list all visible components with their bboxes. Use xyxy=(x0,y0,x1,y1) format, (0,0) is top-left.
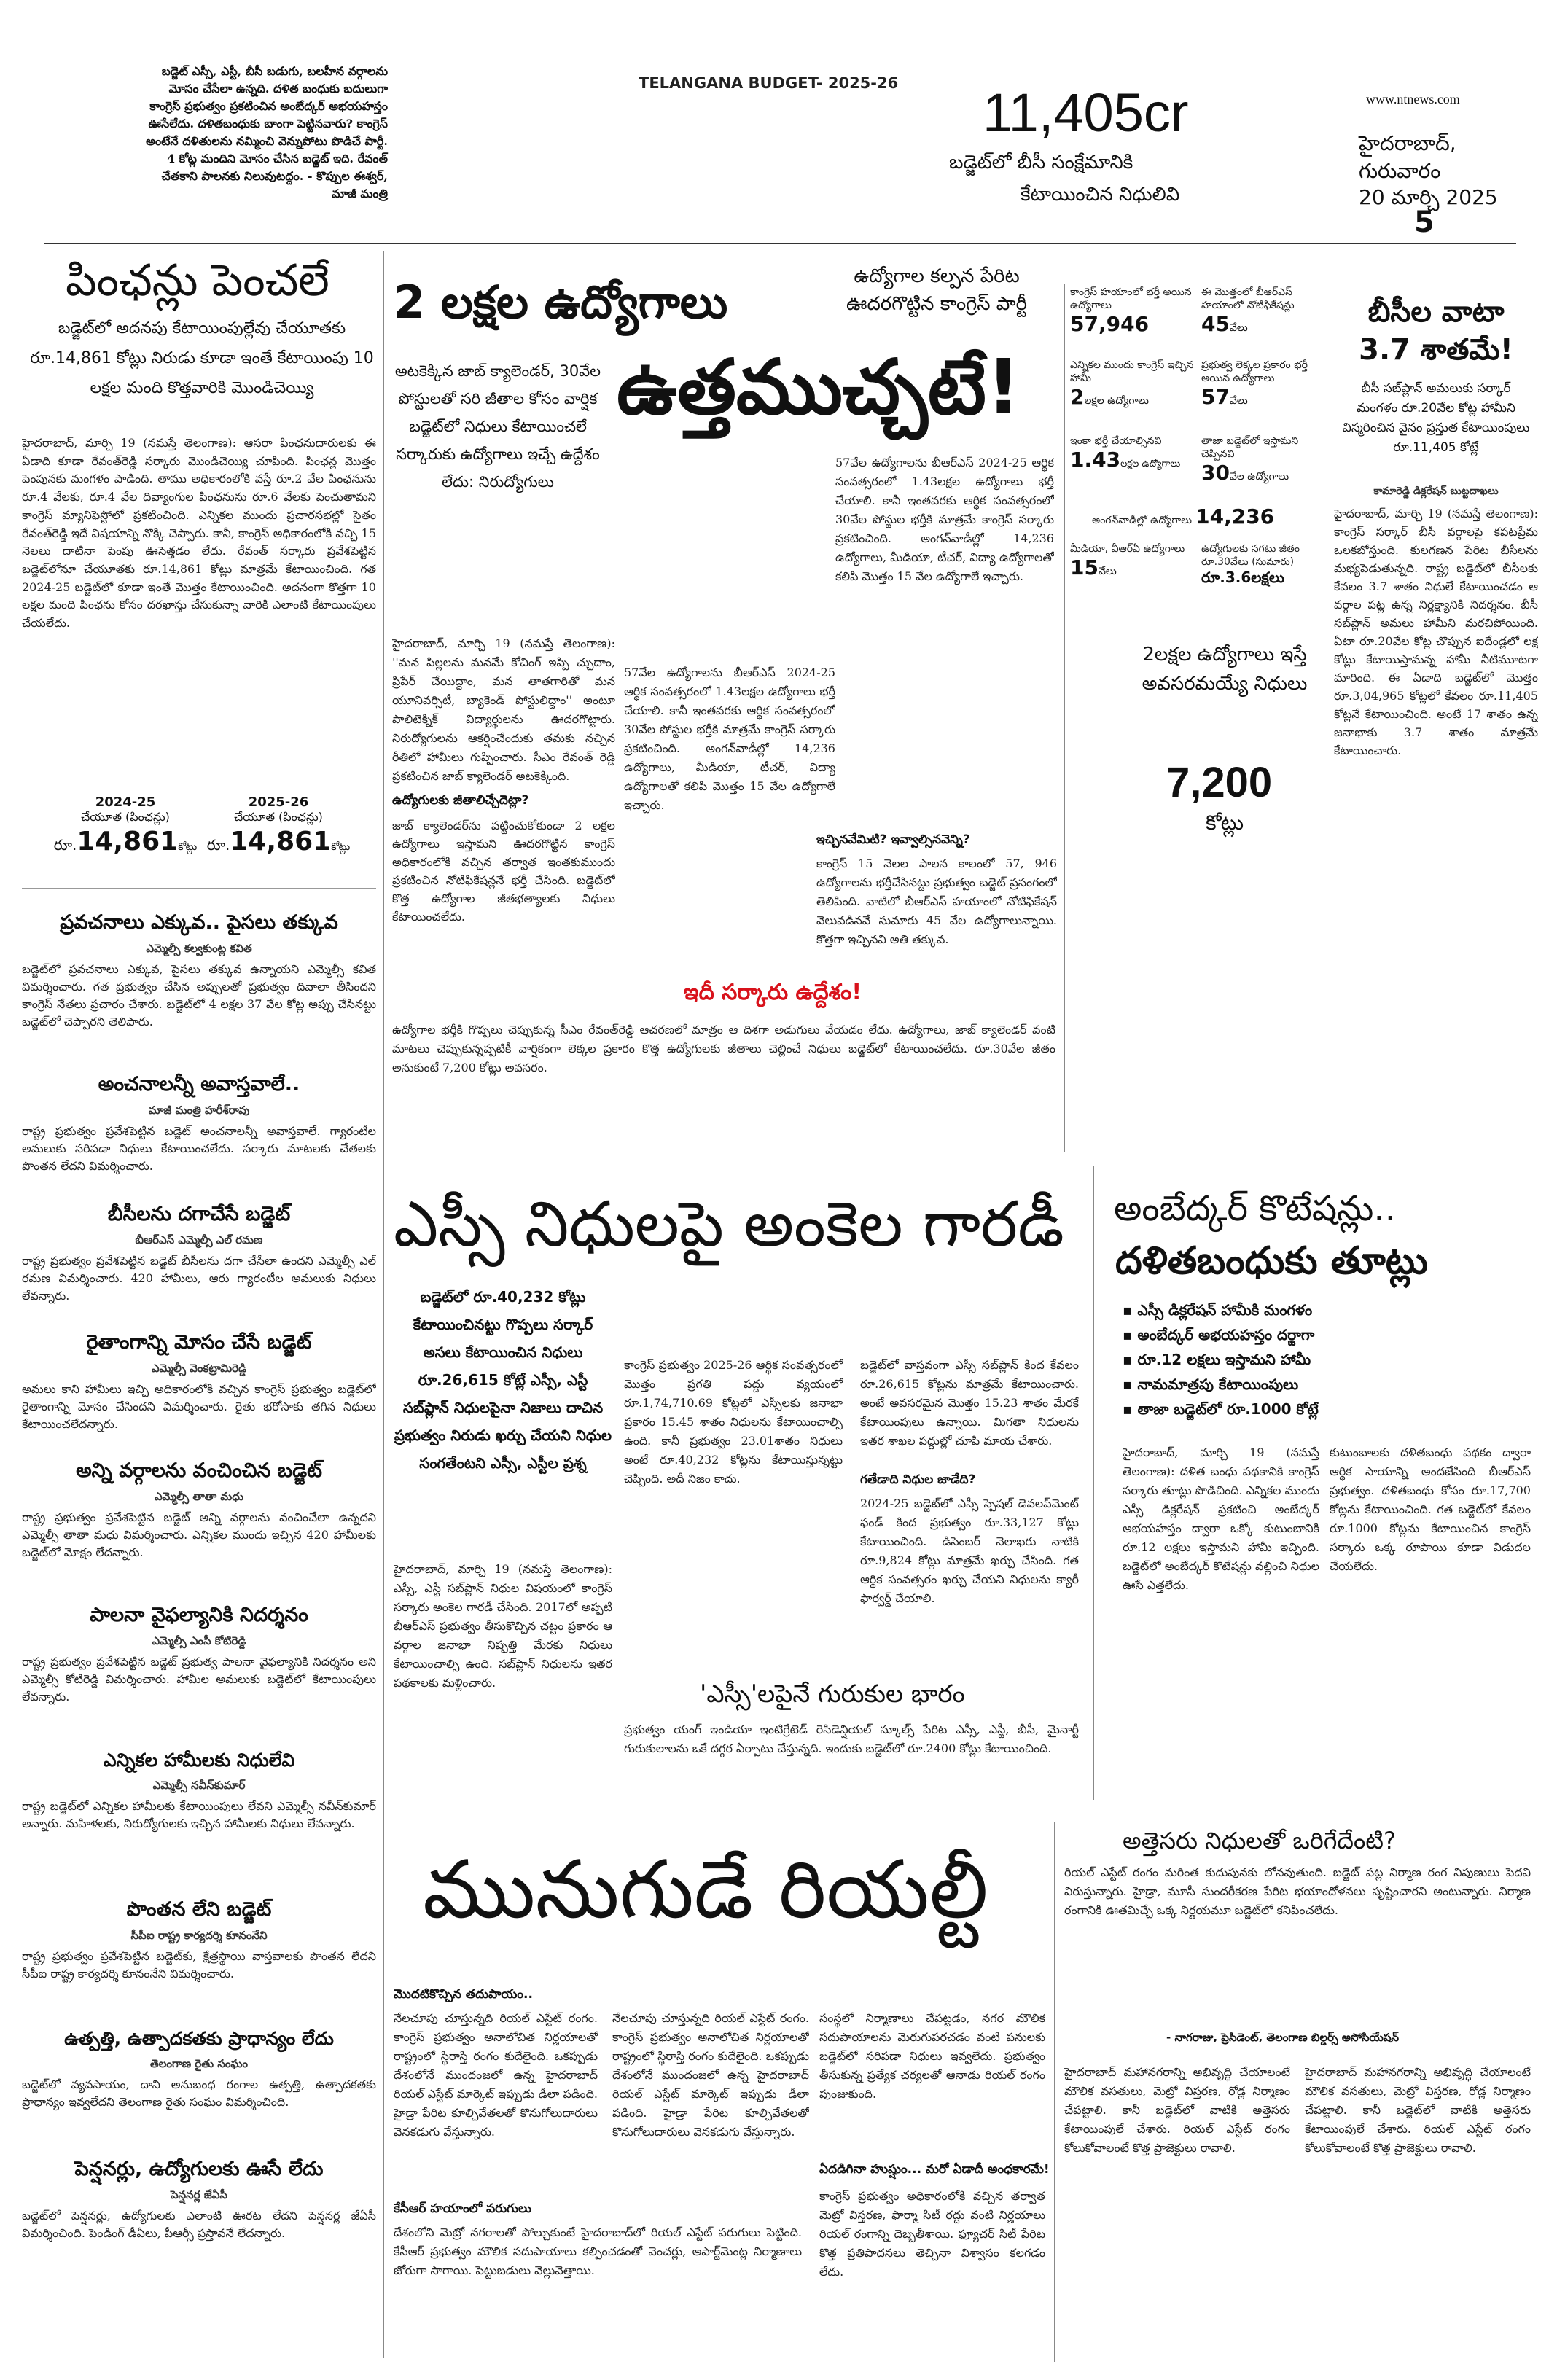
stat-label: అంగన్‌వాడీల్లో ఉద్యోగాలు xyxy=(1092,515,1193,526)
ambedkar-body-1: హైదరాబాద్‌, మార్చి 19 (నమస్తే తెలంగాణ): దళిత బంధు పథకానికి కాంగ్రెస్‌ సర్కారు తూట్లు పొడిచింది. ఎన్నికల ముందు ఎస్సీ డిక్లరేషన్‌ ప్రకటించి అంబేద్కర్‌ అభయహస్తం ద్వారా ఒక్కో కుటుంబానికి రూ.12 లక్షలు ఇస్తామని హామీ ఇచ్చింది. బడ్జెట్‌లో అంబేద్కర్‌ కొటేషన్లు వల్లించి నిధుల ఊసే ఎత్తలేదు. xyxy=(1123,1445,1319,1592)
reaction-body: బడ్జెట్‌లో వ్యవసాయం, దాని అనుబంధ రంగాల ఉత్పత్తి, ఉత్పాదకతకు ప్రాధాన్యం ఇవ్వలేదని తెలంగాణ రైతు సంఘం విమర్శించింది. xyxy=(22,2077,376,2109)
sc-body-3: బడ్జెట్‌లో వాస్తవంగా ఎస్సీ సబ్‌ప్లాన్‌ కింద కేవలం రూ.26,615 కోట్లను మాత్రమే కేటాయించారు. అంటే అవసరమైన మొత్తం 15.23 శాతం మేరకే కేటాయింపులు ఉన్నాయి. మిగతా నిధులను ఇతర శాఖల పద్దుల్లో చూపి మాయ చేశారు. xyxy=(860,1358,1079,1448)
reaction-item xyxy=(22,2158,376,2330)
pensions-deck: బడ్జెట్‌లో అదనపు కేటాయింపుల్లేవు చేయూతకు రూ.14,861 కోట్లు నిరుడు కూడా ఇంతే కేటాయింపు 10 లక్షల మంది కొత్తవారికి మొండిచెయ్యి xyxy=(30,319,374,397)
reaction-head: పొంతన లేని బడ్జెట్‌ xyxy=(126,1898,272,1921)
reaction-body: అమలు కాని హామీలు ఇచ్చి అధికారంలోకి వచ్చిన కాంగ్రెస్‌ ప్రభుత్వం బడ్జెట్‌లో రైతాంగాన్ని మోసం చేసిందని విమర్శించారు. రైతు భరోసాకు తగిన నిధులు కేటాయించలేదన్నారు. xyxy=(22,1382,376,1431)
stat-value: 45 xyxy=(1201,312,1230,336)
stat-unit: వేలు xyxy=(1098,566,1117,577)
bc-byline: కామారెడ్డి డిక్లరేషన్‌ బుట్టదాఖలు xyxy=(1373,485,1499,497)
reaction-byline: ఎమ్మెల్సీ నవీన్‌కుమార్‌ xyxy=(152,1779,246,1792)
jobs-right-divider xyxy=(1064,284,1065,1152)
realty-side-body-2: హైదరాబాద్‌ మహానగరాన్ని అభివృద్ధి చేయాలంటే మౌలిక వసతులు, మెట్రో విస్తరణ, రోడ్ల నిర్మాణం చేపట్టాలి. కానీ బడ్జెట్‌లో వాటికి అత్తెసరు కేటాయింపులే చేశారు. రియల్‌ ఎస్టేట్‌ రంగం కోలుకోవాలంటే కొత్త ప్రాజెక్టులు రావాలి. xyxy=(1064,2065,1290,2155)
reaction-byline: సీపీఐ రాష్ట్ర కార్యదర్శి కూనంనేని xyxy=(130,1929,268,1942)
jobs-headline-2: ఉత్తముచ్చటే! xyxy=(617,343,1021,432)
reaction-item xyxy=(22,1073,376,1193)
sc-deck: బడ్జెట్‌లో రూ.40,232 కోట్లు కేటాయించినట్టు గొప్పలు సర్కార్‌ అసలు కేటాయించిన నిధులు రూ.26,615 కోట్లే ఎస్సీ, ఎస్టీ సబ్‌ప్లాన్‌ నిధులపైనా నిజాలు దాచిన ప్రభుత్వం నిరుడు ఖర్చు చేయని నిధుల సంగతేంటని ఎస్సీ, ఎస్టీల ప్రశ్న xyxy=(394,1288,612,1472)
year-label: 2024-25 xyxy=(95,795,156,810)
reaction-head: పాలనా వైఫల్యానికి నిదర్శనం xyxy=(90,1604,308,1626)
stat-label: మీడియా, వీఆర్‌ఏ ఉద్యోగాలు xyxy=(1070,543,1185,555)
reaction-head: పెన్షనర్లు, ఉద్యోగులకు ఊసే లేదు xyxy=(74,2158,324,2180)
jobs-stat xyxy=(1201,359,1325,409)
jobs-kicker: ఉద్యోగాల కల్పన పేరిట ఊదరగొట్టిన కాంగ్రెస్‌ పార్టీ xyxy=(846,265,1028,315)
bullet-item: ▪ ఎస్సీ డిక్లరేషన్‌ హామీకి మంగళం xyxy=(1123,1301,1313,1319)
stat-value: 57 xyxy=(1201,385,1230,409)
jobs-body-2: జాబ్‌ క్యాలెండర్‌ను పట్టించుకోకుండా 2 లక్షల ఉద్యోగాలు ఇస్తామని ఊదరగొట్టిన కాంగ్రెస్‌ అధికారంలోకి వచ్చిన తర్వాత ఇంతకుముందు ప్రకటించిన నోటిఫికేషన్లనే భర్తీ చేసింది. బడ్జెట్‌లో కొత్త ఉద్యోగాల జీతభత్యాలకు నిధులు కేటాయించలేదు. xyxy=(392,819,615,924)
ambedkar-headline-1: అంబేద్కర్‌ కొటేషన్లు.. xyxy=(1114,1188,1396,1229)
bc-deck: బీసీ సబ్‌ప్లాన్‌ అమలుకు సర్కార్‌ మంగళం రూ.20వేల కోట్ల హామీని విస్మరించిన వైనం ప్రస్తుత కేటాయింపులు రూ.11,405 కోట్లే xyxy=(1342,381,1530,455)
reaction-byline: బీఆర్‌ఎస్‌ ఎమ్మెల్సీ ఎల్‌ రమణ xyxy=(135,1233,263,1246)
pensions-rule xyxy=(22,888,376,889)
jobs-stat xyxy=(1092,504,1311,528)
stat-label: ఉద్యోగులకు సగటు జీతం రూ.30వేలు (సుమారు) xyxy=(1201,543,1300,568)
stat-value: 2 xyxy=(1070,385,1085,409)
stat-unit: వేలు xyxy=(1229,322,1248,334)
stat-value: 15 xyxy=(1070,555,1099,580)
ambedkar-body-2: కుటుంబాలకు దళితబంధు పథకం ద్వారా ఆర్థిక సాయాన్ని అందజేసింది బీఆర్‌ఎస్‌ ప్రభుత్వం. దళితబంధు కోసం రూ.17,700 కోట్లను కేటాయించింది. గత బడ్జెట్‌లో కేవలం రూ.1000 కోట్లను కేటాయించిన కాంగ్రెస్‌ సర్కారు ఒక్క రూపాయి కూడా విడుదల చేయలేదు. xyxy=(1330,1445,1531,1573)
city-day: హైదరాబాద్‌, గురువారం xyxy=(1359,131,1456,183)
stat-label: ఎన్నికల ముందు కాంగ్రెస్‌ ఇచ్చిన హామీ xyxy=(1070,359,1194,384)
gurukul-headline: 'ఎస్సీ'లపైనే గురుకుల భారం xyxy=(700,1679,965,1709)
bullet-item: ▪ అంబేద్కర్‌ అభయహస్తం దర్జాగా xyxy=(1123,1326,1315,1343)
jobs-stat xyxy=(1201,542,1325,590)
pensions-year-1 xyxy=(52,795,198,857)
reaction-byline: ఎమ్మెల్సీ కల్వకుంట్ల కవిత xyxy=(146,942,252,955)
sc-subhead: గతేడాది నిధుల జాడేది? xyxy=(860,1472,976,1487)
jobs-need-label: 2లక్షల ఉద్యోగాలు ఇస్తే అవసరమయ్యే నిధులు xyxy=(1142,644,1308,695)
jobs-stats-box xyxy=(1070,286,1325,621)
jobs-stat xyxy=(1070,286,1194,336)
jobs-need-unit: కోట్లు xyxy=(1206,811,1244,835)
date: 20 మార్చి 2025 xyxy=(1359,185,1498,209)
jobs-body-1: హైదరాబాద్‌, మార్చి 19 (నమస్తే తెలంగాణ): ''మన పిల్లలను మనమే కోచింగ్‌ ఇప్పి చ్చుదాం, ప్రిపేర్‌ చేయిద్దాం, మన తాతగారితో మన యూనివర్సిటీ, బ్యాకెండ్‌ పోస్టులిద్దాం'' అంటూ పాలిటెక్నిక్‌ విద్యార్థులను ఊదరగొట్టారు. నిరుద్యోగులను ఆకర్షించేందుకు తమకు నచ్చిన రీతిలో హామీలు గుప్పించారు. సీఎం రేవంత్‌ రెడ్డి ప్రకటించిన జాబ్‌ క్యాలెండర్‌ అటకెక్కింది. xyxy=(392,636,615,783)
jobs-stat xyxy=(1070,542,1194,580)
pensions-body: హైదరాబాద్‌, మార్చి 19 (నమస్తే తెలంగాణ): ఆసరా పింఛనుదారులకు ఈ ఏడాది కూడా రేవంత్‌రెడ్డి సర్కారు మొండిచెయ్యి చూపింది. పింఛన్ల మొత్తం పెంపునకు మంగళం పాడింది. తాము అధికారంలోకి వస్తే రూ.2 వేల పింఛనును రూ.4 వేలకు, రూ.4 వేల దివ్యాంగుల పింఛనును రూ.6 వేలకు పెంచుతామని కాంగ్రెస్‌ మ్యానిఫెస్టోలో ప్రకటించింది. ఎన్నికల ముందు ప్రచారసభల్లో సైతం రేవంత్‌రెడ్డి ఇదే విషయాన్ని నొక్కి చెప్పారు. కానీ, కాంగ్రెస్‌ అధికారంలోకి వచ్చి 15 నెలలు దాటినా పెంపు ఊసెత్తడం లేదు. రేవంత్‌ సర్కారు ప్రవేశపెట్టిన బడ్జెట్‌లోనూ చేయూతకు రూ.14,861 కోట్లు మాత్రమే కేటాయించింది. గత 2024-25 బడ్జెట్‌లో కూడా ఇంతే మొత్తం కేటాయించింది. అదనంగా కొత్తగా 10 లక్షల మంది పింఛను కోసం దరఖాస్తు చేసుకున్నా వారికి ఎలాంటి కేటాయింపులు చేయలేదు. xyxy=(22,436,376,631)
sc-headline: ఎస్సీ నిధులపై అంకెల గారడీ xyxy=(394,1188,1064,1261)
reaction-body: రాష్ట్ర ప్రభుత్వం ప్రవేశపెట్టిన బడ్జెట్‌ అన్ని వర్గాలను వంచించేలా ఉన్నదని ఎమ్మెల్సీ తాతా మధు విమర్శించారు. ఎన్నికల ముందు ఇచ్చిన 420 హామీలకు బడ్జెట్‌లో మోక్షం లేదన్నారు. xyxy=(22,1510,376,1559)
reaction-byline: ఎమ్మెల్సీ ఎంసీ కోటిరెడ్డి xyxy=(152,1634,246,1647)
jobs-subhead-1: ఉద్యోగులకు జీతాలిచ్చేదెట్లా? xyxy=(392,793,529,808)
sc-right-divider xyxy=(1093,1166,1094,1800)
reaction-head: ఉత్పత్తి, ఉత్పాదకతకు ప్రాధాన్యం లేదు xyxy=(64,2028,334,2049)
realty-side-headline: అత్తెసరు నిధులతో ఒరిగేదేంటి? xyxy=(1123,1827,1396,1854)
jobs-stat xyxy=(1070,434,1194,472)
bc-budget-caption-2: కేటాయించిన నిధులివి xyxy=(1021,184,1180,206)
stat-label: ఇంకా భర్తీ చేయాల్సినవి xyxy=(1070,435,1162,447)
ambedkar-headline-2: దళితబంధుకు తూట్లు xyxy=(1115,1239,1428,1283)
realty-side-divider xyxy=(1054,1822,1055,2362)
reaction-item xyxy=(22,911,376,1047)
bc-budget-amount: 11,405cr xyxy=(983,82,1189,143)
stat-value: రూ.3.6లక్షలు xyxy=(1201,569,1284,586)
year-sublabel: చేయూత (పింఛన్లు) xyxy=(81,810,170,824)
jobs-stat xyxy=(1201,434,1325,485)
sc-body-4: 2024-25 బడ్జెట్‌లో ఎస్సీ స్పెషల్‌ డెవలప్‌మెంట్‌ ఫండ్‌ కింద ప్రభుత్వం రూ.33,127 కోట్లు కేటాయించింది. డిసెంబర్‌ నెలాఖరు నాటికి రూ.9,824 కోట్లు మాత్రమే ఖర్చు చేసింది. గత ఆర్థిక సంవత్సరం ఖర్చు చేయని నిధులను క్యారీ ఫార్వర్డ్‌ చేయాలి. xyxy=(860,1497,1079,1605)
stat-label: ప్రభుత్వ లెక్కల ప్రకారం భర్తీ అయిన ఉద్యోగాలు xyxy=(1201,359,1308,384)
reaction-byline: తెలంగాణ రైతు సంఘం xyxy=(150,2057,248,2070)
stat-label: ఈ మొత్తంలో బీఆర్‌ఎస్‌ హయాంలో నోటిఫికేషన్లు xyxy=(1201,286,1295,311)
gurukul-body: ప్రభుత్వం యంగ్‌ ఇండియా ఇంటిగ్రేటెడ్‌ రెసిడెన్షియల్‌ స్కూల్స్‌ పేరిట ఎస్సీ, ఎస్టీ, బీసీ, మైనార్టీ గురుకులాలను ఒకే దగ్గర ఏర్పాటు చేస్తున్నది. ఇందుకు బడ్జెట్‌లో రూ.2400 కోట్లు కేటాయించింది. xyxy=(624,1722,1079,1755)
jobs-red-head: ఇదీ సర్కారు ఉద్దేశం! xyxy=(683,980,862,1005)
bullet-item: ▪ నామమాత్రపు కేటాయింపులు xyxy=(1123,1376,1299,1393)
jobs-body-3: 57వేల ఉద్యోగాలను బీఆర్‌ఎస్‌ 2024-25 ఆర్థిక సంవత్సరంలో 1.43లక్షల ఉద్యోగాలు భర్తీ చేయాలి. కానీ ఇంతవరకు ఆర్థిక సంవత్సరంలో 30వేల పోస్టుల భర్తీకి మాత్రమే కాంగ్రెస్‌ సర్కారు ప్రకటించింది. అంగన్‌వాడీల్లో 14,236 ఉద్యోగాలు, మీడియా, టీచర్‌, విద్యా ఉద్యోగాలతో కలిపి మొత్తం 15 వేల ఉద్యోగాలే ఇచ్చారు. xyxy=(624,666,835,812)
sc-body-2: కాంగ్రెస్‌ ప్రభుత్వం 2025-26 ఆర్థిక సంవత్సరంలో మొత్తం ప్రగతి పద్దు వ్యయంలో రూ.1,74,710.69 కోట్లలో ఎస్సీలకు జనాభా ప్రకారం 15.45 శాతం నిధులను కేటాయించాల్సి ఉంది. కానీ ప్రభుత్వం 23.01శాతం నిధులు అంటే రూ.40,232 కోట్లను కేటాయిస్తున్నట్టు చెప్పింది. అదీ నిజం కాదు. xyxy=(624,1358,843,1486)
reaction-head: రైతాంగాన్ని మోసం చేసే బడ్జెట్‌ xyxy=(86,1331,312,1354)
year-value: 14,861 xyxy=(230,827,332,857)
rupee-prefix: రూ. xyxy=(53,836,77,854)
page-number: 5 xyxy=(1414,206,1435,239)
jobs-body-5: ఉద్యోగాల భర్తీకి గొప్పలు చెప్పుకున్న సీఎం రేవంత్‌రెడ్డి ఆచరణలో మాత్రం ఆ దిశగా అడుగులు వేయడం లేదు. ఉద్యోగాలు, జాబ్‌ క్యాలెండర్‌ వంటి మాటలు చెప్పుకున్నప్పటికీ వార్షికంగా లెక్కల ప్రకారం కొత్త ఉద్యోగులకు జీతాలు చెల్లించే నిధులు బడ్జెట్‌లో కేటాయించలేదు. రూ.30వేల జీతం అనుకుంటే 7,200 కోట్లు అవసరం. xyxy=(392,1023,1055,1074)
jobs-body-4: కాంగ్రెస్‌ 15 నెలల పాలన కాలంలో 57, 946 ఉద్యోగాలను భర్తీచేసినట్టు ప్రభుత్వం బడ్జెట్‌ ప్రసంగంలో తెలిపింది. వాటిలో బీఆర్‌ఎస్‌ హయాంలో నోటిఫికేషన్‌ వెలువడినవే సుమారు 45 వేల ఉద్యోగాలున్నాయి. కొత్తగా ఇచ్చినవి అతి తక్కువ. xyxy=(816,857,1057,946)
stat-label: కాంగ్రెస్‌ హయాంలో భర్తీ అయిన ఉద్యోగాలు xyxy=(1070,286,1192,311)
realty-kicker: మొదటికొచ్చిన తదుపాయం.. xyxy=(394,1987,533,2002)
stat-unit: వేల ఉద్యోగాలు xyxy=(1229,471,1289,483)
reaction-body: బడ్జెట్‌లో పెన్షనర్లు, ఉద్యోగులకు ఎలాంటి ఊరట లేదని పెన్షనర్ల జేఏసీ విమర్శించింది. పెండింగ్‌ డీఏలు, పీఆర్సీ ప్రస్తావనే లేదన్నారు. xyxy=(22,2209,376,2240)
bullet-item: ▪ తాజా బడ్జెట్‌లో రూ.1000 కోట్లే xyxy=(1123,1400,1319,1418)
jobs-stat xyxy=(1201,286,1325,336)
rupee-prefix: రూ. xyxy=(206,836,230,854)
reaction-item xyxy=(22,1331,376,1451)
reaction-item xyxy=(22,1749,376,1885)
realty-body-2: దేశంలోని మెట్రో నగరాలతో పోల్చుకుంటే హైదరాబాద్‌లో రియల్‌ ఎస్టేట్‌ పరుగులు పెట్టింది. కేసీఆర్‌ ప్రభుత్వం మౌలిక సదుపాయాలు కల్పించడంతో వెంచర్లు, అపార్ట్‌మెంట్ల నిర్మాణాలు జోరుగా సాగాయి. పెట్టుబడులు వెల్లువెత్తాయి. xyxy=(394,2225,802,2277)
year-label: 2025-26 xyxy=(248,795,309,810)
realty-side-byline: - నాగరాజు, ప్రెసిడెంట్‌, తెలంగాణ బిల్డర్స్‌ అసోసియేషన్‌ xyxy=(1166,2031,1400,2044)
reaction-item xyxy=(22,1459,376,1596)
realty-body-1: నేలచూపు చూస్తున్నది రియల్‌ ఎస్టేట్‌ రంగం. కాంగ్రెస్‌ ప్రభుత్వం అనాలోచిత నిర్ణయాలతో రాష్ట్రంలో స్థిరాస్తి రంగం కుదేలైంది. ఒకప్పుడు దేశంలోనే ముందంజలో ఉన్న హైదరాబాద్‌ రియల్‌ ఎస్టేట్‌ మార్కెట్‌ ఇప్పుడు డీలా పడింది. హైడ్రా పేరిట కూల్చివేతలతో కొనుగోలుదారులు వెనకడుగు వేస్తున్నారు. xyxy=(394,2011,598,2139)
reaction-body: రాష్ట్ర ప్రభుత్వం ప్రవేశపెట్టిన బడ్జెట్‌ అంచనాలన్నీ అవాస్తవాలే. గ్యారంటీల అమలుకు సరిపడా నిధులు కేటాయించలేదు. సర్కారు మాటలకు చేతలకు పొంతన లేదని విమర్శించారు. xyxy=(22,1124,376,1173)
reaction-body: రాష్ట్ర ప్రభుత్వం ప్రవేశపెట్టిన బడ్జెట్‌కు, క్షేత్రస్థాయి వాస్తవాలకు పొంతన లేదని సీపీఐ రాష్ట్ర కార్యదర్శి కూనంనేని విమర్శించారు. xyxy=(22,1949,376,1981)
reaction-head: బీసీలను దగాచేసే బడ్జెట్‌ xyxy=(107,1203,291,1225)
realty-headline: మునుగుడే రియల్టీ xyxy=(423,1843,988,1936)
year-value: 14,861 xyxy=(77,827,179,857)
bc-headline: బీసీల వాటా 3.7 శాతమే! xyxy=(1359,295,1513,367)
jobs-stat xyxy=(1070,359,1194,409)
realty-side-body: రియల్‌ ఎస్టేట్‌ రంగం మరింత కుదుపునకు లోనవుతుంది. బడ్జెట్‌ పట్ల నిర్మాణ రంగ నిపుణులు పెదవి విరుస్తున్నారు. హైడ్రా, మూసీ సుందరీకరణ పేరిట భయాందోళనలు సృష్టించారని అంటున్నారు. నిర్మాణ రంగానికి ఊతమిచ్చే ఒక్క నిర్ణయమూ బడ్జెట్‌లో కనిపించలేదు. xyxy=(1064,1865,1531,1917)
reaction-head: అన్ని వర్గాలను వంచించిన బడ్జెట్‌ xyxy=(76,1459,322,1482)
jobs-subhead-2: ఇచ్చినవేమిటి? ఇవ్వాల్సినవెన్ని? xyxy=(816,832,970,847)
pensions-headline: పింఛన్లు పెంచలే xyxy=(66,255,329,306)
pensions-year-2 xyxy=(198,795,359,857)
bc-body: హైదరాబాద్‌, మార్చి 19 (నమస్తే తెలంగాణ): కాంగ్రెస్‌ సర్కార్‌ బీసీ వర్గాలపై కపటప్రేమ ఒలకబోస్తుంది. కులగణన పేరిట బీసీలను మభ్యపెడుతున్నది. రాష్ట్ర బడ్జెట్‌లో బీసీలకు కేవలం 3.7 శాతం నిధులే కేటాయించడం ఆ వర్గాల పట్ల ఉన్న నిర్లక్ష్యానికి నిదర్శనం. బీసీ సబ్‌ప్లాన్‌ అమలు హామీని మరచిపోయింది. ఏటా రూ.20వేల కోట్ల చొప్పున ఐదేండ్లలో లక్ష కోట్లు కేటాయిస్తామన్న హామీ నీటిమూటగా మారింది. ఈ ఏడాది బడ్జెట్‌లో మొత్తం రూ.3,04,965 కోట్లలో కేవలం రూ.11,405 కోట్లనే కేటాయించింది. అంటే 17 శాతం ఉన్న జనాభాకు 3.7 శాతం మాత్రమే కేటాయించారు. xyxy=(1334,507,1538,757)
stat-value: 1.43 xyxy=(1070,448,1121,472)
reaction-body: రాష్ట్ర ప్రభుత్వం ప్రవేశపెట్టిన బడ్జెట్‌ ప్రభుత్వ పాలనా వైఫల్యానికి నిదర్శనం అని ఎమ్మెల్సీ కోటిరెడ్డి విమర్శించారు. హామీల అమలుకు బడ్జెట్‌లో కేటాయింపులు లేవన్నారు. xyxy=(22,1655,376,1704)
reaction-byline: పెన్షనర్ల జేఏసీ xyxy=(170,2188,227,2201)
year-unit: కోట్లు xyxy=(178,841,198,853)
reaction-item xyxy=(22,1203,376,1322)
ambedkar-bullets xyxy=(1123,1298,1531,1421)
header-quote: బడ్జెట్‌ ఎస్సీ, ఎస్టీ, బీసీ బడుగు, బలహీన వర్గాలను మోసం చేసేలా ఉన్నది. దళిత బంధుకు బదులుగా కాంగ్రెస్‌ ప్రభుత్వం ప్రకటించిన అంబేద్కర్‌ అభయహస్తం ఊసేలేదు. దళితబంధుకు బాంగా పెట్టినవారు? కాంగ్రెస్‌ అంటేనే దళితులను నమ్మించి వెన్నుపోటు పొడిచే పార్టీ. 4 కోట్ల మందిని మోసం చేసిన బడ్జెట్‌ ఇది. రేవంత్‌ చేతకాని పాలనకు నిలువుటద్దం. - కొప్పుల ఈశ్వర్‌, మాజీ మంత్రి xyxy=(146,64,388,200)
realty-subhead-2: ఏదడిగినా హుష్షుం... మరో ఏడాదీ అంధకారమే! xyxy=(819,2162,1050,2177)
stat-value: 14,236 xyxy=(1195,504,1275,528)
realty-side-body-2b: హైదరాబాద్‌ మహానగరాన్ని అభివృద్ధి చేయాలంటే మౌలిక వసతులు, మెట్రో విస్తరణ, రోడ్ల నిర్మాణం చేపట్టాలి. కానీ బడ్జెట్‌లో వాటికి అత్తెసరు కేటాయింపులే చేశారు. రియల్‌ ఎస్టేట్‌ రంగం కోలుకోవాలంటే కొత్త ప్రాజెక్టులు రావాలి. xyxy=(1305,2065,1531,2155)
reaction-head: ప్రవచనాలు ఎక్కువ.. పైసలు తక్కువ xyxy=(60,911,338,934)
jobs-deck: అటకెక్కిన జాబ్‌ క్యాలెండర్‌, 30వేల పోస్టులతో సరి జీతాల కోసం వార్షిక బడ్జెట్‌లో నిధులు కేటాయించలే సర్కారుకు ఉద్యోగాలు ఇచ్చే ఉద్దేశం లేదు: నిరుద్యోగులు xyxy=(394,362,601,491)
realty-body-4: కాంగ్రెస్‌ ప్రభుత్వం అధికారంలోకి వచ్చిన తర్వాత మెట్రో విస్తరణ, ఫార్మా సిటీ రద్దు వంటి నిర్ణయాలు రియల్‌ రంగాన్ని దెబ్బతీశాయి. ఫ్యూచర్‌ సిటీ పేరిట కొత్త ప్రతిపాదనలు తెచ్చినా విశ్వాసం కలగడం లేదు. xyxy=(819,2189,1045,2279)
jobs-headline-1: 2 లక్షల ఉద్యోగాలు xyxy=(394,276,728,329)
bc-budget-caption-1: బడ్జెట్‌లో బీసీ సంక్షేమానికి xyxy=(949,152,1133,173)
year-unit: కోట్లు xyxy=(331,841,351,853)
jobs-need-value: 7,200 xyxy=(1166,759,1273,806)
reaction-byline: ఎమ్మెల్సీ వెంకట్రామిరెడ్డి xyxy=(151,1362,247,1375)
left-column-divider xyxy=(383,251,384,2358)
reaction-body: బడ్జెట్‌లో ప్రవచనాలు ఎక్కువ, పైసలు తక్కువ ఉన్నాయని ఎమ్మెల్సీ కవిత విమర్శించారు. గత ప్రభుత్వం చేసిన అప్పులతో ప్రభుత్వం దివాలా తీసిందని కాంగ్రెస్‌ నేతలు ప్రచారం చేశారు. బడ్జెట్‌లో 4 లక్షల 37 వేల కోట్ల అప్పు చేసినట్టు బడ్జెట్‌లో చెప్పారని తెలిపారు. xyxy=(22,962,376,1029)
reaction-item xyxy=(22,2028,376,2146)
year-sublabel: చేయూత (పింఛన్లు) xyxy=(234,810,323,824)
reaction-byline: మాజీ మంత్రి హరీశ్‌రావు xyxy=(148,1104,250,1117)
reaction-head: ఎన్నికల హామీలకు నిధులేవి xyxy=(103,1749,295,1771)
stat-unit: లక్షల ఉద్యోగాలు xyxy=(1084,395,1149,407)
jobs-body-3b: 57వేల ఉద్యోగాలను బీఆర్‌ఎస్‌ 2024-25 ఆర్థిక సంవత్సరంలో 1.43లక్షల ఉద్యోగాలు భర్తీ చేయాలి. కానీ ఇంతవరకు ఆర్థిక సంవత్సరంలో 30వేల పోస్టుల భర్తీకి మాత్రమే కాంగ్రెస్‌ సర్కారు ప్రకటించింది. అంగన్‌వాడీల్లో 14,236 ఉద్యోగాలు, మీడియా, టీచర్‌, విద్యా ఉద్యోగాలతో కలిపి మొత్తం 15 వేల ఉద్యోగాలే ఇచ్చారు. xyxy=(835,456,1054,583)
masthead-rule xyxy=(44,243,1516,244)
stat-value: 57,946 xyxy=(1070,312,1150,336)
reaction-byline: ఎమ్మెల్సీ తాతా మధు xyxy=(154,1490,244,1503)
bullet-item: ▪ రూ.12 లక్షలు ఇస్తామని హామీ xyxy=(1123,1351,1311,1368)
sc-body-1: హైదరాబాద్‌, మార్చి 19 (నమస్తే తెలంగాణ): ఎస్సీ, ఎస్టీ సబ్‌ప్లాన్‌ నిధుల విషయంలో కాంగ్రెస్‌ సర్కారు అంకెల గారడీ చేసింది. 2017లో అప్పటి బీఆర్‌ఎస్‌ ప్రభుత్వం తీసుకొచ్చిన చట్టం ప్రకారం ఆ వర్గాల జనాభా నిష్పత్తి మేరకు నిధులు కేటాయించాల్సి ఉంది. సబ్‌ప్లాన్‌ నిధులను ఇతర పథకాలకు మళ్లించారు. xyxy=(394,1562,612,1690)
reaction-body: రాష్ట్ర ప్రభుత్వం ప్రవేశపెట్టిన బడ్జెట్‌ బీసీలను దగా చేసేలా ఉందని ఎమ్మెల్సీ ఎల్‌ రమణ విమర్శించారు. 420 హామీలు, ఆరు గ్యారంటీల అమలుకు నిధులు లేవన్నారు. xyxy=(22,1254,376,1303)
reaction-item xyxy=(22,1604,376,1741)
stat-value: 30 xyxy=(1201,461,1230,485)
realty-body-3: సంస్థలో నిర్మాణాలు చేపట్టడం, నగర మౌలిక సదుపాయాలను మెరుగుపరచడం వంటి పనులకు బడ్జెట్‌లో సరిపడా నిధులు ఇవ్వలేదు. ప్రభుత్వం తీసుకున్న ప్రత్యేక చర్యలతో ఆనాడు రియల్‌ రంగం పుంజుకుంది. xyxy=(819,2011,1045,2101)
section-title: TELANGANA BUDGET- 2025-26 xyxy=(639,74,899,92)
realty-subhead: కేసీఆర్‌ హయాంలో పరుగులు xyxy=(394,2201,531,2216)
reaction-body: రాష్ట్ర బడ్జెట్‌లో ఎన్నికల హామీలకు కేటాయింపులు లేవని ఎమ్మెల్సీ నవీన్‌కుమార్‌ అన్నారు. మహిళలకు, నిరుద్యోగులకు ఇచ్చిన హామీలకు నిధులు లేవన్నారు. xyxy=(22,1799,376,1830)
stat-label: తాజా బడ్జెట్‌లో ఇస్తామని చెప్పినవి xyxy=(1201,435,1299,460)
website[interactable]: www.ntnews.com xyxy=(1366,92,1460,106)
realty-body-1b: నేలచూపు చూస్తున్నది రియల్‌ ఎస్టేట్‌ రంగం. కాంగ్రెస్‌ ప్రభుత్వం అనాలోచిత నిర్ణయాలతో రాష్ట్రంలో స్థిరాస్తి రంగం కుదేలైంది. ఒకప్పుడు దేశంలోనే ముందంజలో ఉన్న హైదరాబాద్‌ రియల్‌ ఎస్టేట్‌ మార్కెట్‌ ఇప్పుడు డీలా పడింది. హైడ్రా పేరిట కూల్చివేతలతో కొనుగోలుదారులు వెనకడుగు వేస్తున్నారు. xyxy=(612,2011,809,2139)
stat-unit: వేలు xyxy=(1229,395,1248,407)
stat-unit: లక్షల ఉద్యోగాలు xyxy=(1120,459,1181,469)
reaction-item xyxy=(22,1898,376,2018)
reaction-head: అంచనాలన్నీ అవాస్తవాలే.. xyxy=(98,1073,300,1096)
